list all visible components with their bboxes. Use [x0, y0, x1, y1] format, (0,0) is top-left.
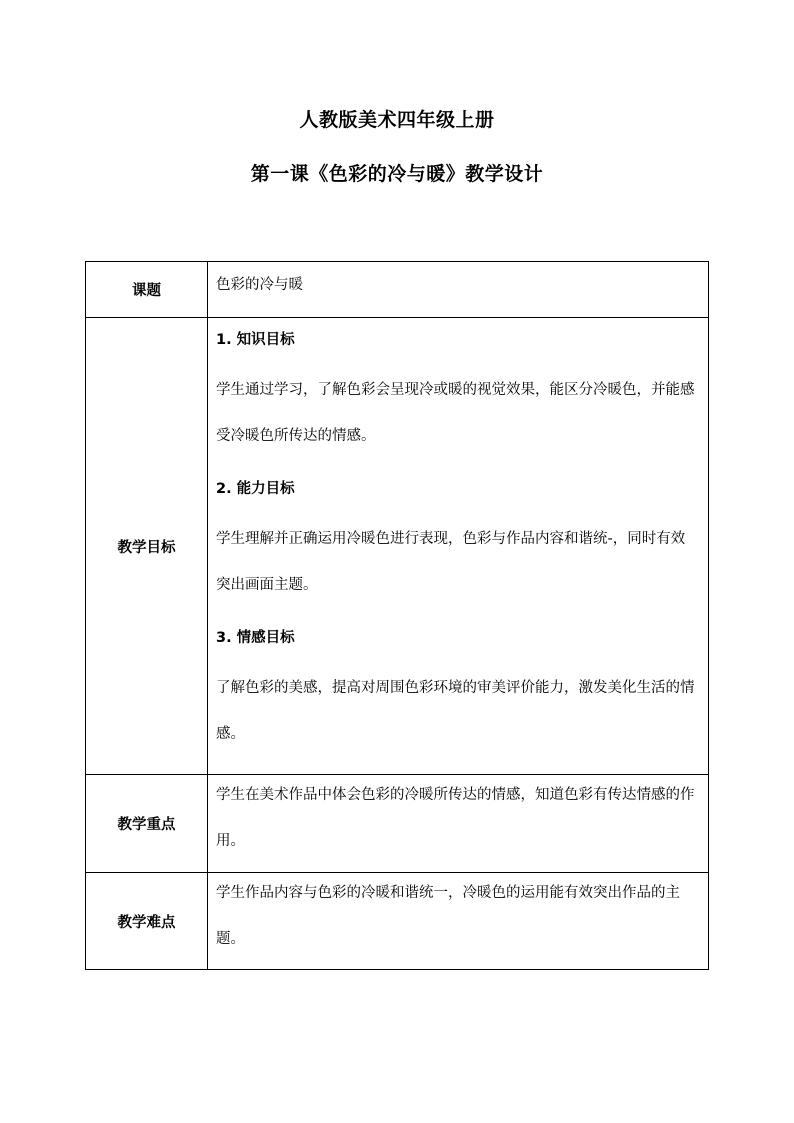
- difficulties-text: 学生作品内容与色彩的冷暖和谐统一，冷暖色的运用能有效突出作品的主题。: [216, 885, 680, 947]
- goal-text-emotion: 了解色彩的美感，提高对周围色彩环境的审美评价能力，激发美化生活的情感。: [216, 680, 695, 742]
- topic-label: 课题: [86, 262, 208, 318]
- topic-value: 色彩的冷与暖: [216, 277, 303, 293]
- key-points-cell: [208, 775, 709, 873]
- goal-heading-ability: 2. 能力目标: [216, 481, 295, 497]
- goal-text-ability: 学生理解并正确运用冷暖色进行表现，色彩与作品内容和谐统-，同时有效突出画面主题。: [216, 531, 686, 593]
- difficulties-label: 教学难点: [86, 873, 208, 970]
- goal-heading-emotion: 3. 情感目标: [216, 630, 295, 646]
- goals-cell: [208, 318, 709, 775]
- topic-cell: [208, 262, 709, 318]
- goal-text-knowledge: 学生通过学习，了解色彩会呈现冷或暖的视觉效果，能区分冷暖色，并能感受冷暖色所传达的情感。: [216, 382, 695, 444]
- table-row-difficulties: [86, 873, 709, 970]
- document-title: 人教版美术四年级上册: [299, 109, 495, 131]
- lesson-plan-table: [85, 261, 709, 970]
- key-points-label: 教学重点: [86, 775, 208, 873]
- goal-heading-knowledge: 1. 知识目标: [216, 332, 295, 348]
- key-points-text: 学生在美术作品中体会色彩的冷暖所传达的情感，知道色彩有传达情感的作用。: [216, 787, 695, 849]
- table-row-topic: [86, 262, 709, 318]
- difficulties-cell: [208, 873, 709, 970]
- table-row-goals: [86, 318, 709, 775]
- document-subtitle: 第一课《色彩的冷与暖》教学设计: [250, 163, 544, 185]
- table-row-key-points: [86, 775, 709, 873]
- goals-label: 教学目标: [86, 318, 208, 775]
